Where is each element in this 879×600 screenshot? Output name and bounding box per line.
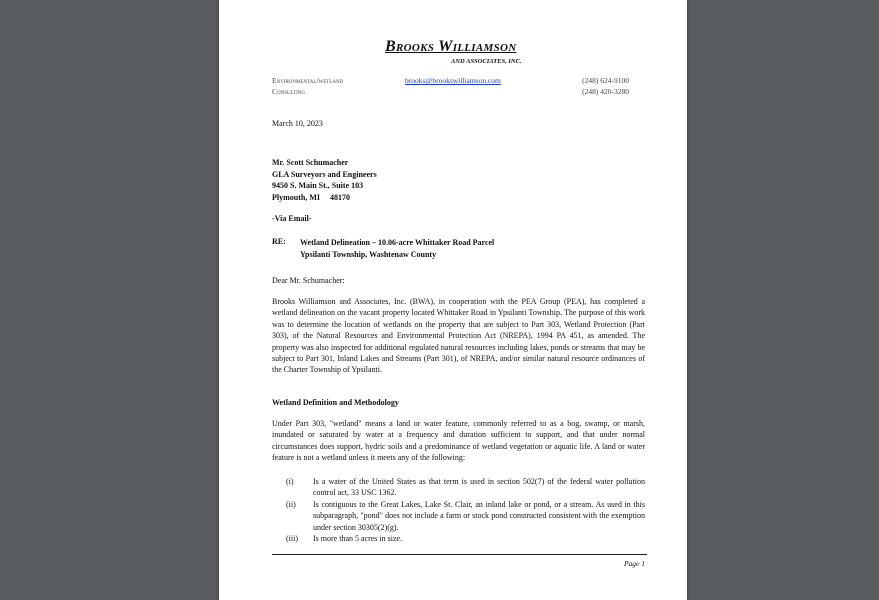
phone-2: (248) 420-3280 xyxy=(582,86,629,96)
recipient-company: GLA Surveyors and Engineers xyxy=(272,169,377,179)
subject-line-1: Wetland Delineation – 10.06-acre Whittaker Road Parcel xyxy=(300,238,495,247)
recipient-street: 9450 S. Main St., Suite 103 xyxy=(272,181,364,190)
section-heading: Wetland Definition and Methodology xyxy=(272,398,399,407)
recipient-zip: 48170 xyxy=(330,192,350,202)
list-item xyxy=(272,533,645,544)
intro-paragraph: Brooks Williamson and Associates, Inc. (BWA), in cooperation with the PEA Group (PEA), has completed a wetland delineation on the vacant property located Whittaker Road in Ypsilanti Township. The purpose of this work was to determine the location of wetlands on the property that are subject to Part 303, Wetland Protection (Part 303), of the Natural Resources and Environmental Protection Act (NREPA), 1994 PA 451, as amended. The property was also inspected for additional regulated natural resources including lakes, ponds or streams that may be subject to Part 301, Inland Lakes and Streams (Part 301), of NREPA, and/or similar natural resource ordinances of the Charter Township of Ypsilanti. xyxy=(272,297,645,375)
company-name: Brooks Williamson xyxy=(385,38,517,55)
delivery-method: -Via Email- xyxy=(272,214,312,223)
document-page xyxy=(219,0,687,600)
phone-1: (248) 624-9100 xyxy=(582,76,629,85)
list-item-number: (i) xyxy=(286,477,294,486)
definition-paragraph: Under Part 303, "wetland" means a land or water feature, commonly referred to as a bog, swamp, or marsh, inundated or saturated by water at a frequency and duration sufficient to support, and that under normal circumstances does support, hydric soils and a predominance of wetland vegetation or aquatic life. A land or water feature is not a wetland unless it meets any of the following: xyxy=(272,419,645,463)
letter-date: March 10, 2023 xyxy=(272,119,323,128)
list-item-text: Is contiguous to the Great Lakes, Lake St. Clair, an inland lake or pond, or a stream. As used in this subparagraph, "pond" does not include a farm or stock pond constructed consistent with the exemption under section 30305(2)(g). xyxy=(313,499,645,532)
recipient-city-line xyxy=(272,192,377,204)
footer-divider xyxy=(272,554,647,555)
list-item-text: Is a water of the United States as that term is used in section 502(7) of the federal water pollution control act, 33 USC 1362. xyxy=(313,477,645,498)
company-subtitle: AND ASSOCIATES, INC. xyxy=(451,58,522,65)
letterhead-phones xyxy=(577,76,629,97)
re-label: RE: xyxy=(272,237,286,246)
recipient-name: Mr. Scott Schumacher xyxy=(272,158,349,167)
list-item xyxy=(272,476,645,499)
recipient-city: Plymouth, MI xyxy=(272,192,320,202)
tagline-line1: Environmental/wetland xyxy=(272,76,344,85)
subject-line-2: Ypsilanti Township, Washtenaw County xyxy=(300,249,437,259)
recipient-address xyxy=(272,157,377,203)
list-item-text: Is more than 5 acres in size. xyxy=(313,534,403,544)
list-item xyxy=(272,499,645,533)
email-link[interactable]: brooks@brookswilliamson.com xyxy=(405,76,501,85)
subject-line xyxy=(300,237,494,260)
salutation: Dear Mr. Schumacher: xyxy=(272,276,345,285)
tagline-line2: Consulting xyxy=(272,86,306,96)
list-item-number: (iii) xyxy=(286,534,298,544)
criteria-list xyxy=(272,476,645,544)
list-item-number: (ii) xyxy=(286,499,296,509)
letterhead-tagline xyxy=(272,76,343,97)
page-number: Page 1 xyxy=(623,559,645,568)
